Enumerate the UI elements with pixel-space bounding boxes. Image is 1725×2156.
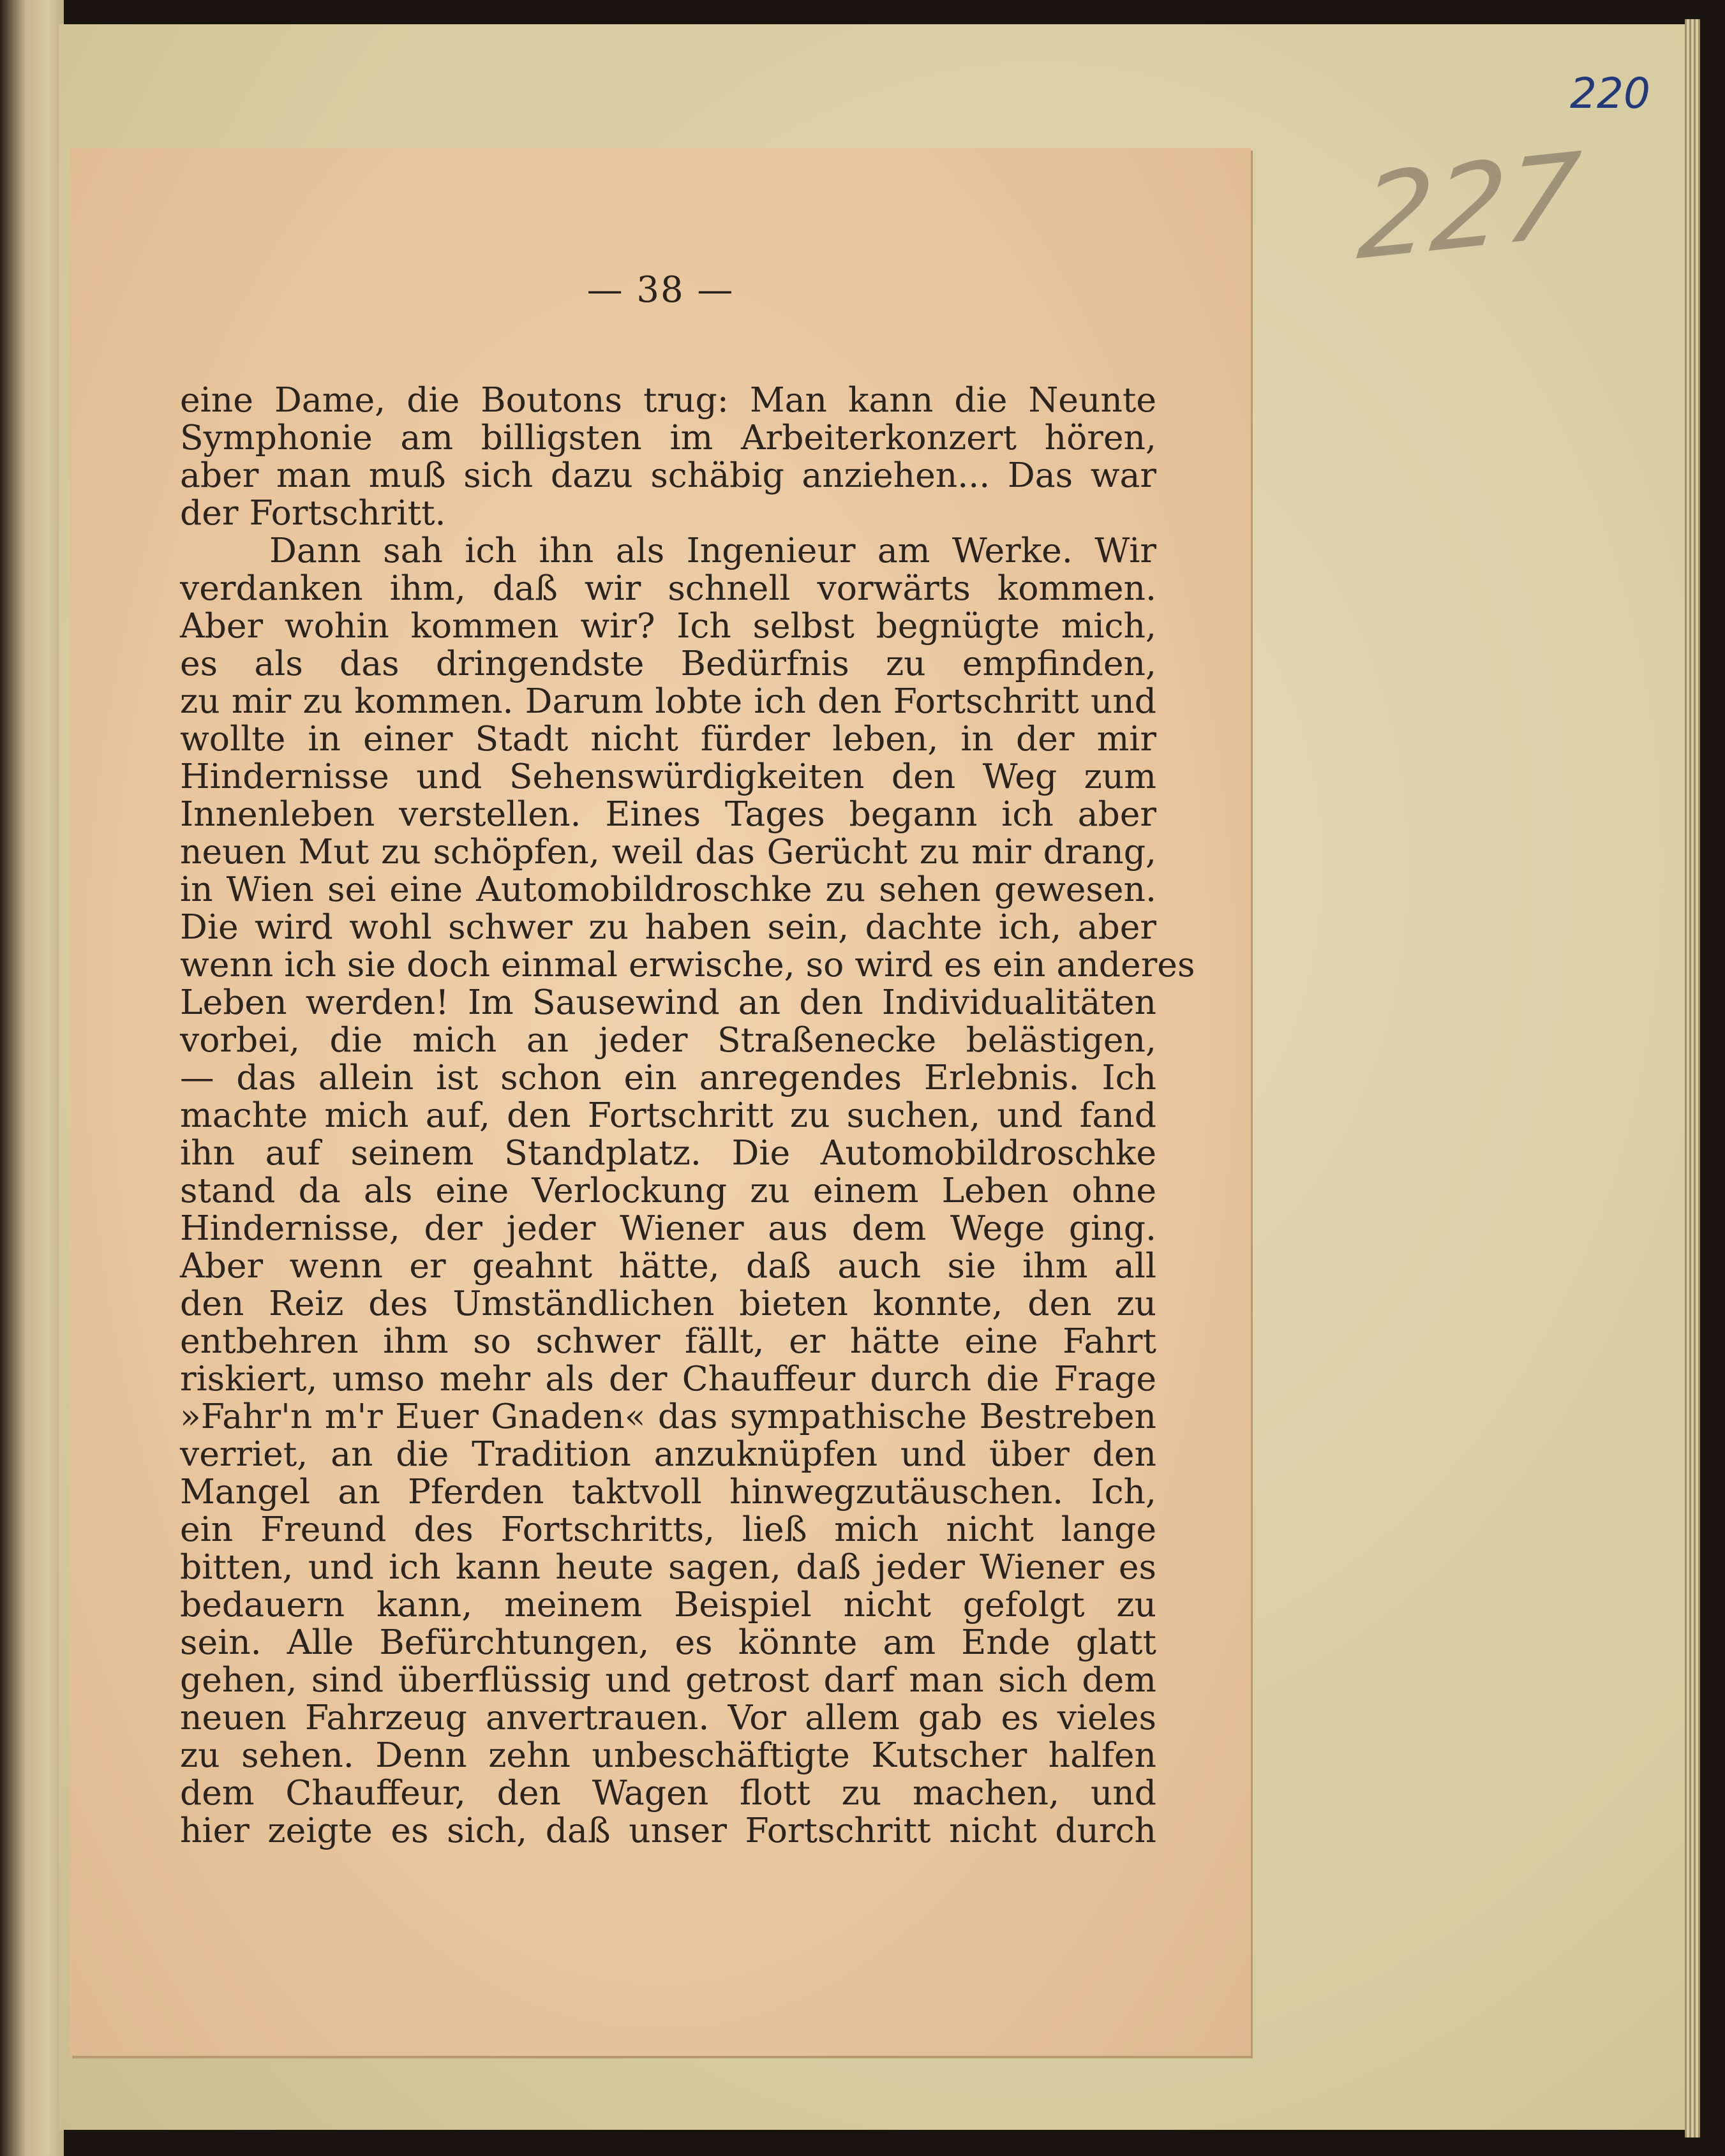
text-line: bedauern kann, meinem Beispiel nicht gefolgt zu	[180, 1584, 1156, 1624]
text-line: Hindernisse, der jeder Wiener aus dem Wege ging.	[180, 1208, 1156, 1248]
text-line: ihn auf seinem Standplatz. Die Automobildroschke	[180, 1133, 1156, 1173]
newspaper-clipping	[70, 148, 1251, 2056]
text-line: dem Chauffeur, den Wagen flott zu machen, und	[180, 1773, 1156, 1813]
text-line: zu sehen. Denn zehn unbeschäftigte Kutscher halfen	[180, 1735, 1156, 1775]
text-line: wollte in einer Stadt nicht fürder leben, in der mir	[180, 718, 1156, 759]
text-line: aber man muß sich dazu schäbig anziehen... Das war	[180, 455, 1156, 495]
text-line: Dann sah ich ihn als Ingenieur am Werke. Wir	[269, 530, 1156, 570]
text-line: »Fahr'n m'r Euer Gnaden« das sympathische Bestreben	[180, 1396, 1156, 1436]
text-line: verdanken ihm, daß wir schnell vorwärts kommen.	[180, 568, 1156, 608]
text-line: machte mich auf, den Fortschritt zu suchen, und fand	[180, 1095, 1156, 1135]
text-line: vorbei, die mich an jeder Straßenecke belästigen,	[180, 1020, 1156, 1060]
text-line: eine Dame, die Boutons trug: Man kann die Neunte	[180, 380, 1156, 420]
clipping-page-number: — 38 —	[586, 269, 735, 311]
text-line: Aber wohin kommen wir? Ich selbst begnügte mich,	[180, 606, 1156, 646]
clipping-text	[180, 380, 1195, 1850]
text-line: Die wird wohl schwer zu haben sein, dachte ich, aber	[180, 907, 1156, 947]
text-line: Mangel an Pferden taktvoll hinwegzutäuschen. Ich,	[180, 1471, 1156, 1512]
text-line: der Fortschritt.	[180, 493, 446, 533]
book-spine	[0, 0, 64, 2156]
archive-page-number: 220	[1570, 69, 1650, 118]
text-line: bitten, und ich kann heute sagen, daß jeder Wiener es	[180, 1547, 1156, 1587]
text-line: entbehren ihm so schwer fällt, er hätte eine Fahrt	[180, 1321, 1156, 1361]
text-line: sein. Alle Befürchtungen, es könnte am Ende glatt	[180, 1622, 1156, 1662]
text-line: stand da als eine Verlockung zu einem Leben ohne	[180, 1170, 1156, 1210]
text-line: zu mir zu kommen. Darum lobte ich den Fortschritt und	[180, 681, 1156, 721]
text-line: in Wien sei eine Automobildroschke zu sehen gewesen.	[180, 869, 1156, 909]
text-line: ein Freund des Fortschritts, ließ mich nicht lange	[180, 1509, 1156, 1549]
text-line: Innenleben verstellen. Eines Tages begann ich aber	[180, 794, 1156, 834]
text-line: verriet, an die Tradition anzuknüpfen und über den	[180, 1434, 1156, 1474]
text-line: riskiert, umso mehr als der Chauffeur durch die Frage	[180, 1358, 1156, 1399]
page-edges	[1685, 19, 1700, 2137]
text-line: — das allein ist schon ein anregendes Erlebnis. Ich	[180, 1057, 1156, 1097]
text-line: es als das dringendste Bedürfnis zu empfinden,	[180, 643, 1156, 683]
text-line: hier zeigte es sich, daß unser Fortschritt nicht durch	[180, 1810, 1156, 1850]
text-line: Aber wenn er geahnt hätte, daß auch sie ihm all	[180, 1245, 1156, 1286]
text-line: Hindernisse und Sehenswürdigkeiten den Weg zum	[180, 756, 1156, 796]
text-line: gehen, sind überflüssig und getrost darf man sich dem	[180, 1660, 1156, 1700]
text-line: Leben werden! Im Sausewind an den Individualitäten	[180, 982, 1156, 1022]
text-line: Symphonie am billigsten im Arbeiterkonzert hören,	[180, 417, 1156, 457]
text-line: den Reiz des Umständlichen bieten konnte, den zu	[180, 1283, 1156, 1323]
text-line: neuen Fahrzeug anvertrauen. Vor allem gab es vieles	[180, 1697, 1156, 1737]
text-line: wenn ich sie doch einmal erwische, so wird es ein anderes	[180, 944, 1195, 985]
pencil-page-number: 227	[1352, 128, 1585, 286]
text-line: neuen Mut zu schöpfen, weil das Gerücht zu mir drang,	[180, 831, 1156, 872]
